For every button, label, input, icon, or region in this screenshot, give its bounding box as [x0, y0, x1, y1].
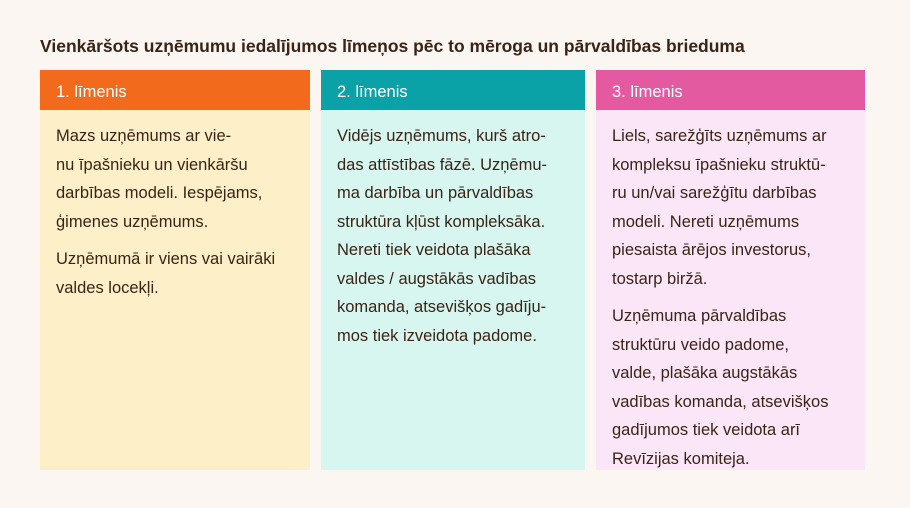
text-line: Liels, sarežģīts uzņēmums ar — [612, 127, 827, 145]
level-1-card — [40, 70, 310, 470]
text-line: struktūra kļūst kompleksāka. — [337, 212, 546, 231]
level-2-paragraph — [337, 122, 571, 350]
level-3-card — [596, 70, 865, 470]
text-line: valdes / augstākās vadības — [337, 269, 537, 288]
diagram-title: Vienkāršots uzņēmumu iedalījumos līmeņos pēc to mēroga un pārvaldības brieduma — [40, 36, 745, 56]
text-line: das attīstības fāzē. Uzņēmu- — [337, 155, 548, 174]
level-1-paragraph — [56, 122, 296, 236]
level-1-body — [40, 110, 310, 470]
text-line: modeli. Nereti uzņēmums — [612, 212, 800, 231]
text-line: valdes locekļi. — [56, 278, 159, 297]
text-line: kompleksu īpašnieku struktū- — [612, 155, 826, 174]
text-line: komanda, atsevišķos gadīju- — [337, 298, 547, 316]
text-line: nu īpašnieku un vienkāršu — [56, 155, 248, 174]
text-line: Mazs uzņēmums ar vie- — [56, 127, 232, 145]
level-3-paragraph — [612, 122, 851, 293]
text-line: ģimenes uzņēmums. — [56, 212, 209, 231]
text-line: tostarp biržā. — [612, 269, 708, 288]
level-3-heading: 3. līmenis — [596, 70, 865, 110]
text-line: piesaista ārējos investorus, — [612, 241, 812, 259]
text-line: vadības komanda, atsevišķos — [612, 392, 829, 411]
level-3-paragraph — [612, 302, 851, 473]
text-line: Revīzijas komiteja. — [612, 449, 750, 468]
text-line: gadījumos tiek veidota arī — [612, 421, 801, 439]
text-line: ru un/vai sarežģītu darbības — [612, 184, 817, 202]
text-line: Uzņēmuma pārvaldības — [612, 307, 787, 325]
level-2-heading: 2. līmenis — [321, 70, 585, 110]
text-line: Uzņēmumā ir viens vai vairāki — [56, 250, 276, 268]
text-line: struktūru veido padome, — [612, 335, 790, 354]
level-3-body — [596, 110, 865, 470]
level-1-paragraph — [56, 245, 296, 302]
text-line: valde, plašāka augstākās — [612, 364, 798, 382]
text-line: mos tiek izveidota padome. — [337, 326, 537, 345]
text-line: ma darbība un pārvaldības — [337, 184, 534, 202]
text-line: Nereti tiek veidota plašāka — [337, 241, 531, 259]
level-1-heading: 1. līmenis — [40, 70, 310, 110]
level-2-card — [321, 70, 585, 470]
level-2-body — [321, 110, 585, 470]
text-line: Vidējs uzņēmums, kurš atro- — [337, 127, 546, 145]
text-line: darbības modeli. Iespējams, — [56, 184, 263, 202]
